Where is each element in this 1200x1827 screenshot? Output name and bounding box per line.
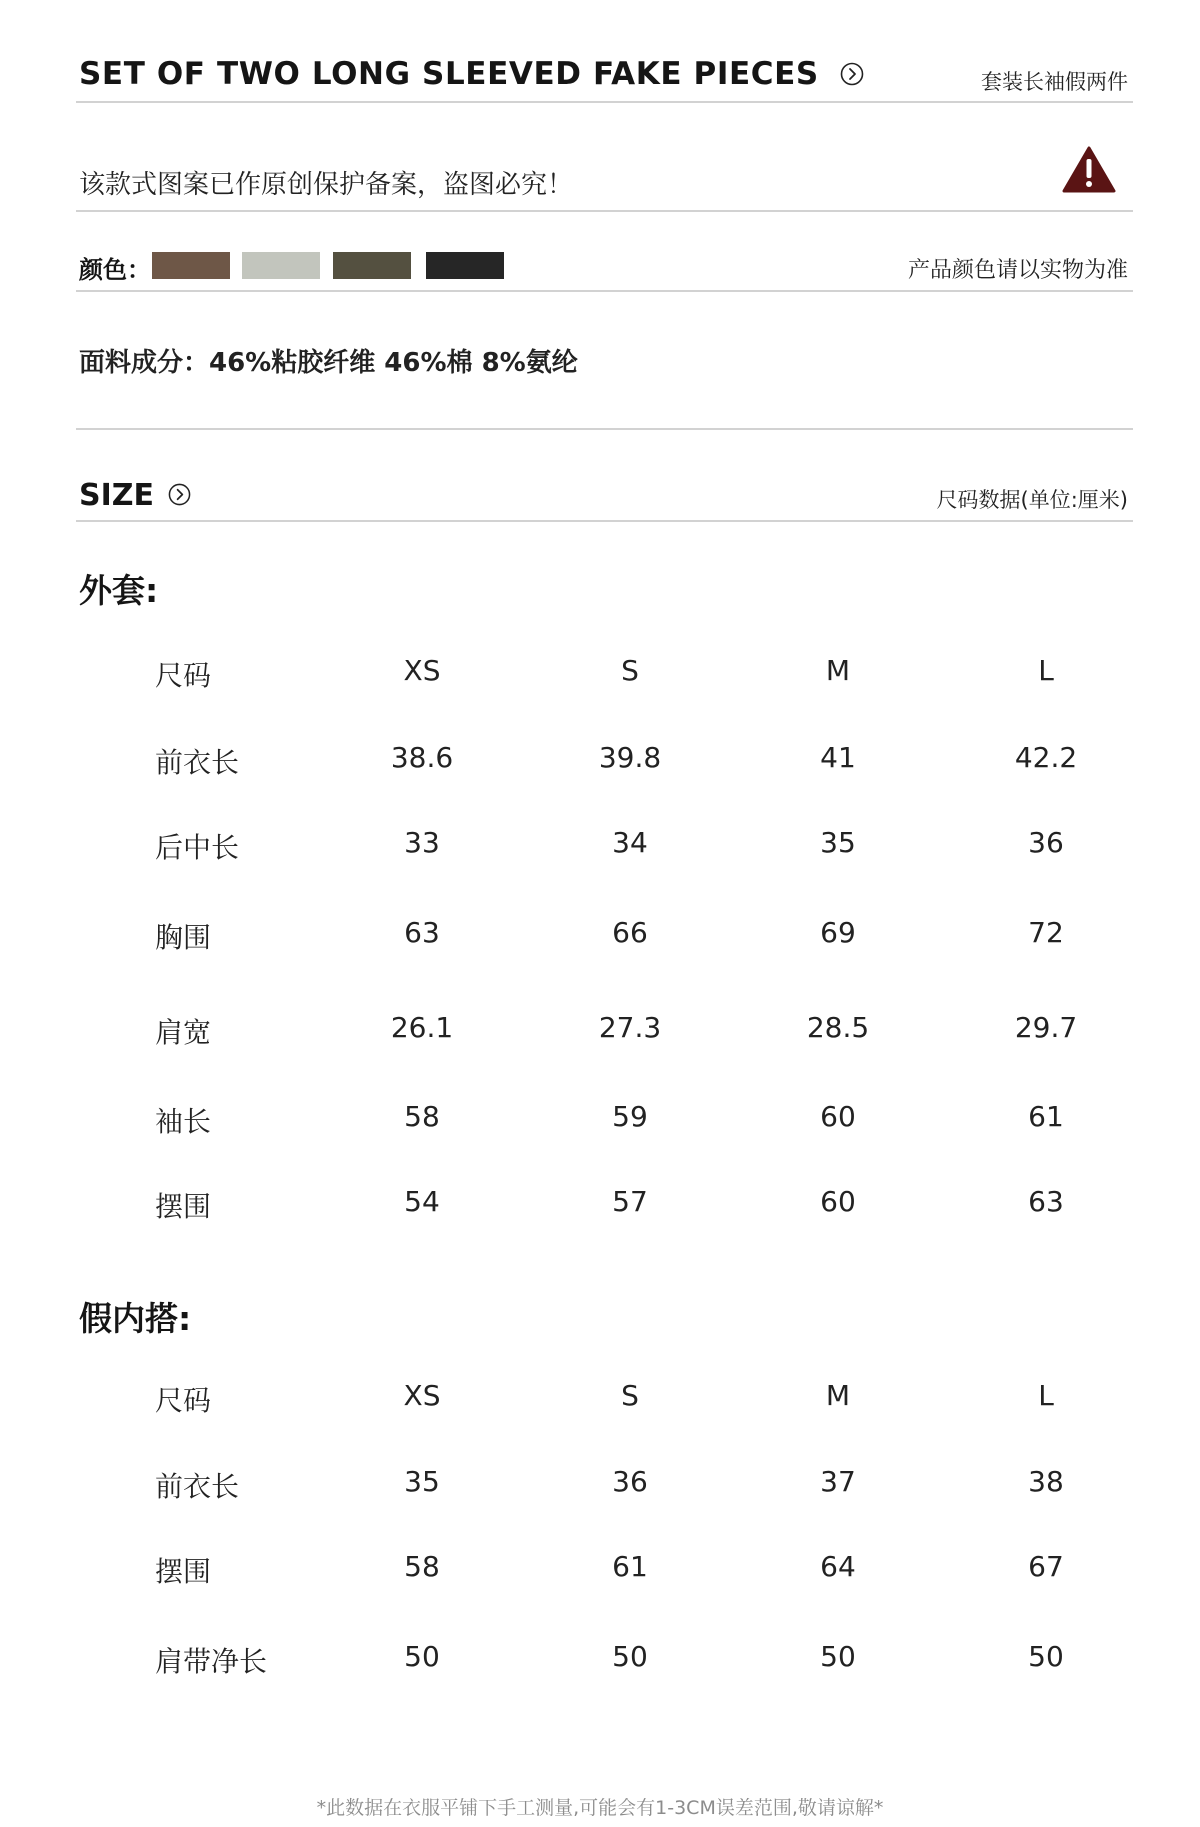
measurement-value: 64 [820,1550,856,1583]
measurement-value: 35 [404,1465,440,1498]
measurement-label: 摆围 [155,1555,212,1588]
measurement-value: 50 [404,1640,440,1673]
size-header-cell: L [1038,654,1054,687]
measurement-value: 50 [820,1640,856,1673]
divider [76,101,1133,103]
size-header-label: 尺码 [155,1384,212,1417]
warning-icon [1062,146,1116,194]
measurement-value: 61 [1028,1100,1064,1133]
measurement-label: 前衣长 [155,1470,240,1503]
size-header-label: 尺码 [155,659,212,692]
inner-section-title: 假内搭: [79,1299,192,1338]
measurement-label: 前衣长 [155,746,240,779]
measurement-value: 50 [1028,1640,1064,1673]
product-title-zh: 套装长袖假两件 [981,70,1128,94]
measurement-footnote: *此数据在衣服平铺下手工测量,可能会有1-3CM误差范围,敬请谅解* [316,1797,884,1819]
measurement-label: 摆围 [155,1190,212,1223]
measurement-value: 27.3 [598,1011,662,1044]
measurement-value: 63 [1028,1185,1064,1218]
color-swatch-black[interactable] [426,252,504,279]
measurement-value: 54 [404,1185,440,1218]
measurement-value: 67 [1028,1550,1064,1583]
chevron-circle-icon[interactable] [168,483,191,506]
color-swatch-olive[interactable] [333,252,411,279]
color-swatch-brown[interactable] [152,252,230,279]
size-header-cell: M [825,654,851,687]
measurement-value: 35 [820,826,856,859]
divider [76,428,1133,430]
measurement-label: 后中长 [155,831,240,864]
measurement-value: 34 [612,826,648,859]
measurement-value: 38 [1028,1465,1064,1498]
measurement-value: 29.7 [1014,1011,1078,1044]
size-title-text: SIZE [79,478,155,513]
measurement-value: 37 [820,1465,856,1498]
measurement-value: 42.2 [1014,741,1078,774]
size-header-cell: M [825,1379,851,1412]
measurement-value: 60 [820,1185,856,1218]
measurement-value: 61 [612,1550,648,1583]
product-title-text: SET OF TWO LONG SLEEVED FAKE PIECES [79,56,819,92]
measurement-value: 63 [404,916,440,949]
copyright-notice: 该款式图案已作原创保护备案，盗图必究！ [79,170,574,200]
size-header-cell: S [621,654,639,687]
measurement-label: 肩带净长 [155,1645,268,1678]
color-note: 产品颜色请以实物为准 [907,258,1128,283]
measurement-value: 72 [1028,916,1064,949]
measurement-value: 36 [612,1465,648,1498]
divider [76,210,1133,212]
measurement-value: 36 [1028,826,1064,859]
size-header-cell: S [621,1379,639,1412]
size-unit-note: 尺码数据(单位:厘米) [936,488,1128,512]
measurement-value: 58 [404,1550,440,1583]
size-header-cell: L [1038,1379,1054,1412]
measurement-value: 58 [404,1100,440,1133]
size-header-cell: XS [403,1379,441,1412]
measurement-label: 袖长 [155,1105,212,1138]
measurement-value: 69 [820,916,856,949]
outer-section-title: 外套: [79,571,159,610]
product-title [79,56,864,92]
color-label: 颜色： [79,256,151,284]
measurement-label: 肩宽 [155,1016,212,1049]
measurement-value: 38.6 [390,741,454,774]
size-header-cell: XS [403,654,441,687]
measurement-value: 50 [612,1640,648,1673]
divider [76,290,1133,292]
measurement-value: 59 [612,1100,648,1133]
size-title [79,478,191,513]
measurement-value: 60 [820,1100,856,1133]
measurement-value: 33 [404,826,440,859]
fabric-composition: 面料成分：46%粘胶纤维 46%棉 8%氨纶 [79,348,578,378]
measurement-value: 41 [820,741,856,774]
divider [76,520,1133,522]
measurement-value: 57 [612,1185,648,1218]
measurement-value: 28.5 [806,1011,870,1044]
measurement-value: 26.1 [390,1011,454,1044]
measurement-label: 胸围 [155,921,212,954]
measurement-value: 66 [612,916,648,949]
measurement-value: 39.8 [598,741,662,774]
chevron-circle-icon[interactable] [840,62,864,86]
color-swatch-light-gray[interactable] [242,252,320,279]
